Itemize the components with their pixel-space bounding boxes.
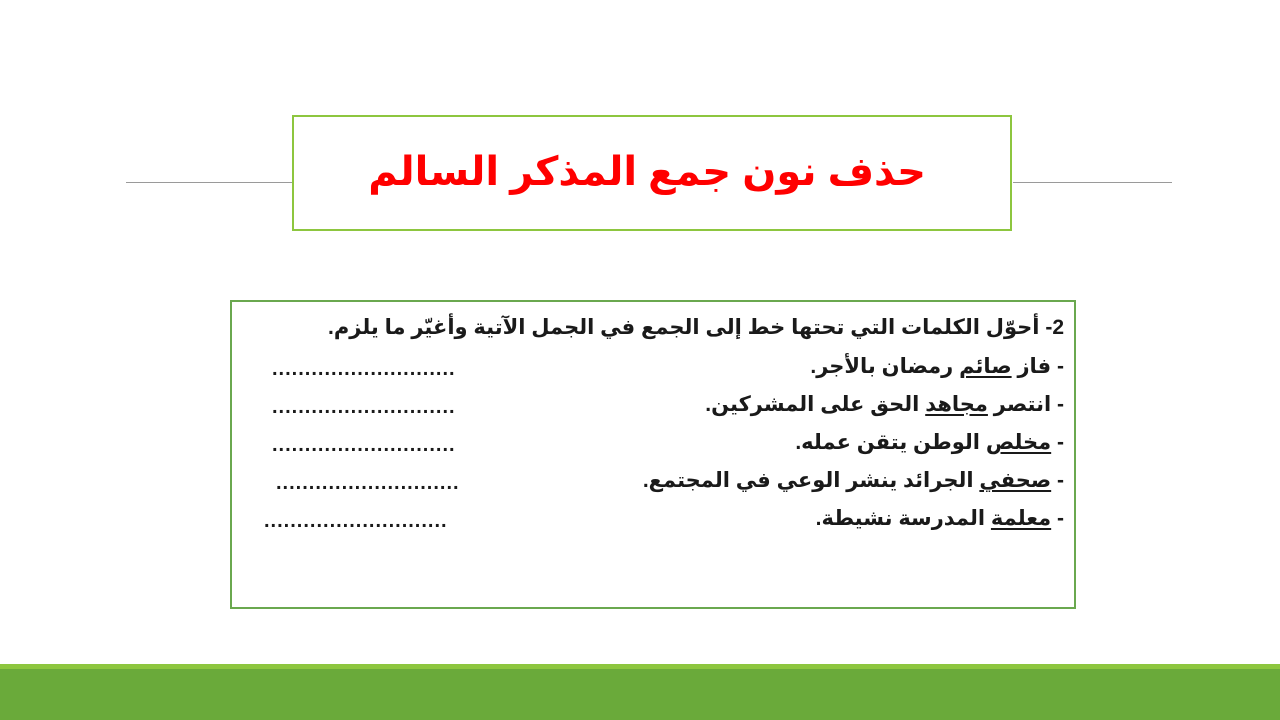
exercise-box	[230, 300, 1076, 609]
underlined-word: صائم	[959, 355, 1012, 378]
exercise-item-3	[795, 430, 1064, 455]
item-text-after: الجرائد ينشر الوعي في المجتمع.	[642, 469, 980, 492]
item-text-after: المدرسة نشيطة.	[815, 507, 991, 530]
item-text-after: الحق على المشركين.	[705, 393, 926, 416]
underlined-word: مجاهد	[925, 393, 988, 416]
answer-blank-2: ............................	[272, 396, 456, 418]
exercise-item-2	[705, 392, 1064, 417]
item-bullet: -	[1051, 355, 1064, 378]
divider-left	[126, 182, 293, 183]
item-text-after: الوطن يتقن عمله.	[795, 431, 986, 454]
exercise-instruction: 2- أحوّل الكلمات التي تحتها خط إلى الجمع في الجمل الآتية وأغيّر ما يلزم.	[328, 316, 1064, 339]
item-bullet: -	[1051, 393, 1064, 416]
item-text-after: رمضان بالأجر.	[810, 355, 960, 378]
item-bullet: -	[1051, 469, 1064, 492]
answer-blank-4: ............................	[276, 472, 460, 494]
underlined-word: معلمة	[990, 507, 1052, 530]
page-title: حذف نون جمع المذكر السالم	[368, 150, 926, 194]
item-bullet: -	[1051, 431, 1064, 454]
item-text-before: انتصر	[987, 393, 1052, 416]
exercise-item-1	[810, 354, 1064, 379]
answer-blank-3: ............................	[272, 434, 456, 456]
divider-right	[1013, 182, 1172, 183]
title-box	[292, 115, 1012, 231]
answer-blank-1: ............................	[272, 358, 456, 380]
underlined-word: مخلص	[985, 431, 1052, 454]
item-bullet: -	[1051, 507, 1064, 530]
exercise-item-4	[643, 468, 1064, 493]
underlined-word: صحفي	[979, 469, 1052, 492]
footer-bar	[0, 664, 1280, 720]
item-text-before: فاز	[1011, 355, 1052, 378]
exercise-item-5	[816, 506, 1064, 531]
answer-blank-5: ............................	[264, 510, 448, 532]
